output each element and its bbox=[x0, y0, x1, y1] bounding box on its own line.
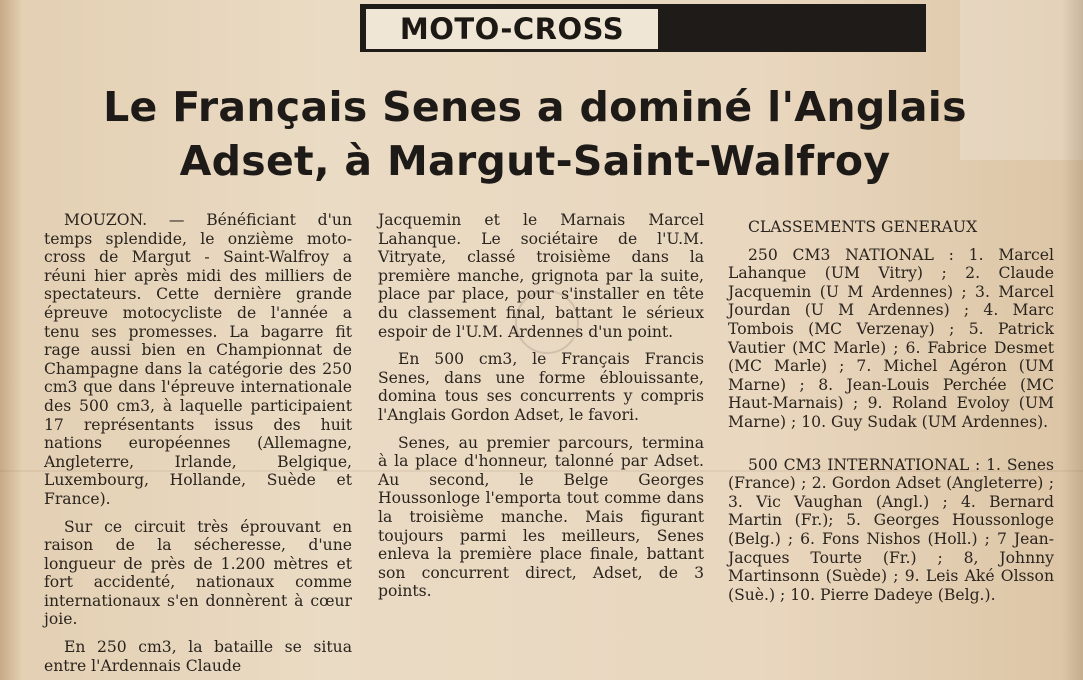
section-banner bbox=[360, 4, 926, 52]
headline-line-2: Adset, à Margut-Saint-Walfroy bbox=[179, 137, 891, 185]
paragraph: MOUZON. — Bénéficiant d'un temps splendide, le onzième moto-cross de Margut - Saint-Walfroy a réuni hier après midi des milliers de spectateurs. Cette dernière grande épreuve motocycliste de l'année a tenu ses promesses. La bagarre fit rage aussi bien en Championnat de Champagne dans la catégorie des 250 cm3 que dans l'épreuve internationale des 500 cm3, à laquelle participaient 17 représentants issus des huit nations européennes (Allemagne, Angleterre, Irlande, Belgique, Luxembourg, Hollande, Suède et France). bbox=[44, 211, 352, 508]
paper-edge-shadow bbox=[1062, 0, 1083, 680]
results-column bbox=[728, 218, 1054, 604]
faint-stamp bbox=[515, 290, 579, 354]
article-column-2 bbox=[378, 211, 704, 601]
article-headline bbox=[70, 80, 1000, 188]
paper-edge-shadow bbox=[0, 0, 22, 680]
results-international: 500 CM3 INTERNATIONAL : 1. Senes (France) ; 2. Gordon Adset (Angleterre) ; 3. Vic Vaughan (Angl.) ; 4. Bernard Martin (Fr.); 5. Georges Houssonloge (Belg.) ; 6. Fons Nishos (Holl.) ; 7 Jean-Jacques Tourte (Fr.) ; 8, Johnny Martinsonn (Suède) ; 9. Leis Aké Olsson (Suè.) ; 10. Pierre Dadeye (Belg.). bbox=[728, 455, 1054, 604]
headline-line-1: Le Français Senes a dominé l'Anglais bbox=[103, 83, 967, 131]
paragraph: En 500 cm3, le Français Francis Senes, dans une forme éblouissante, domina tous ses concurrents y compris l'Anglais Gordon Adset, le favori. bbox=[378, 350, 704, 424]
paragraph: Jacquemin et le Marnais Marcel Lahanque. Le sociétaire de l'U.M. Vitryate, classé troisième dans la première manche, grignota par la suite, place par place, pour s'installer en tête du classement final, battant le sérieux espoir de l'U.M. Ardennes d'un point. bbox=[378, 211, 704, 341]
paragraph: Senes, au premier parcours, termina à la place d'honneur, talonné par Adset. Au second, le Belge Georges Houssonloge l'emporta tout comme dans la troisième manche. Mais figurant toujours parmi les meilleurs, Senes enleva la première place finale, battant son concurrent direct, Adset, de 3 points. bbox=[378, 433, 704, 601]
results-national: 250 CM3 NATIONAL : 1. Marcel Lahanque (UM Vitry) ; 2. Claude Jacquemin (U M Ardennes) ; 3. Marcel Jourdan (U M Ardennes) ; 4. Marc Tombois (MC Verzenay) ; 5. Patrick Vautier (MC Marle) ; 6. Fabrice Desmet (MC Marle) ; 7. Michel Agéron (UM Marne) ; 8. Jean-Louis Perchée (MC Haut-Marnais) ; 9. Roland Evoloy (UM Marne) ; 10. Guy Sudak (UM Ardennes). bbox=[728, 245, 1054, 431]
paragraph: Sur ce circuit très éprouvant en raison de la sécheresse, d'une longueur de près de 1.200 mètres et fort accidenté, nationaux comme internationaux s'en donnèrent à cœur joie. bbox=[44, 517, 352, 629]
article-column-1 bbox=[44, 211, 352, 675]
section-label: MOTO-CROSS bbox=[366, 9, 658, 49]
paragraph: En 250 cm3, la bataille se situa entre l'Ardennais Claude bbox=[44, 638, 352, 675]
results-heading: CLASSEMENTS GENERAUX bbox=[748, 218, 978, 236]
